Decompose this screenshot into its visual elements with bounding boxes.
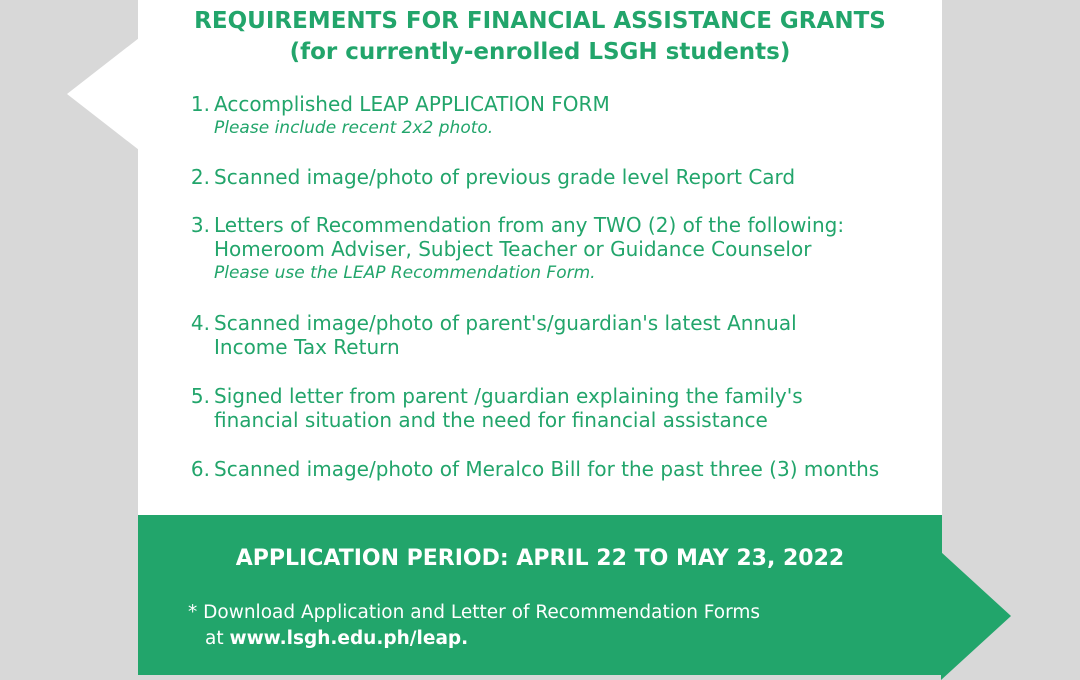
requirement-number: 6. <box>190 457 210 481</box>
footnote-prefix: at <box>205 628 230 649</box>
requirement-line: Scanned image/photo of parent's/guardian's latest Annual <box>214 311 797 335</box>
requirement-number: 2. <box>190 165 210 189</box>
requirement-line: Letters of Recommendation from any TWO (2) of the following: <box>214 213 845 237</box>
requirement-line: Signed letter from parent /guardian explaining the family's <box>214 384 803 408</box>
requirement-note: Please use the LEAP Recommendation Form. <box>214 263 596 283</box>
download-footnote <box>188 600 760 652</box>
leap-website-link[interactable]: www.lsgh.edu.ph/leap. <box>229 628 469 649</box>
footnote-line <box>188 626 760 652</box>
requirement-line: Scanned image/photo of previous grade level Report Card <box>214 165 796 189</box>
requirement-line: Homeroom Adviser, Subject Teacher or Guidance Counselor <box>214 237 812 261</box>
requirement-line: financial situation and the need for financial assistance <box>214 408 768 432</box>
requirement-line: Income Tax Return <box>214 335 400 359</box>
requirement-number: 3. <box>190 213 210 237</box>
requirement-number: 5. <box>190 384 210 408</box>
requirement-line: Scanned image/photo of Meralco Bill for the past three (3) months <box>214 457 880 481</box>
page-subtitle: (for currently-enrolled LSGH students) <box>289 39 791 65</box>
requirement-number: 4. <box>190 311 210 335</box>
requirement-text <box>214 213 844 286</box>
footnote-line: * Download Application and Letter of Recommendation Forms <box>188 602 761 623</box>
application-period: APPLICATION PERIOD: APRIL 22 TO MAY 23, 2022 <box>235 546 845 571</box>
left-notch-arrow <box>67 38 139 150</box>
requirement-line: Accomplished LEAP APPLICATION FORM <box>214 92 610 116</box>
right-notch-arrow <box>941 552 1011 680</box>
requirement-text <box>214 384 803 432</box>
requirement-note: Please include recent 2x2 photo. <box>214 118 494 138</box>
requirement-number: 1. <box>190 92 210 116</box>
requirement-text <box>214 165 795 189</box>
requirement-text <box>214 92 610 141</box>
requirement-text <box>214 457 879 481</box>
page-title: REQUIREMENTS FOR FINANCIAL ASSISTANCE GRANTS <box>194 8 886 34</box>
requirement-text <box>214 311 797 359</box>
